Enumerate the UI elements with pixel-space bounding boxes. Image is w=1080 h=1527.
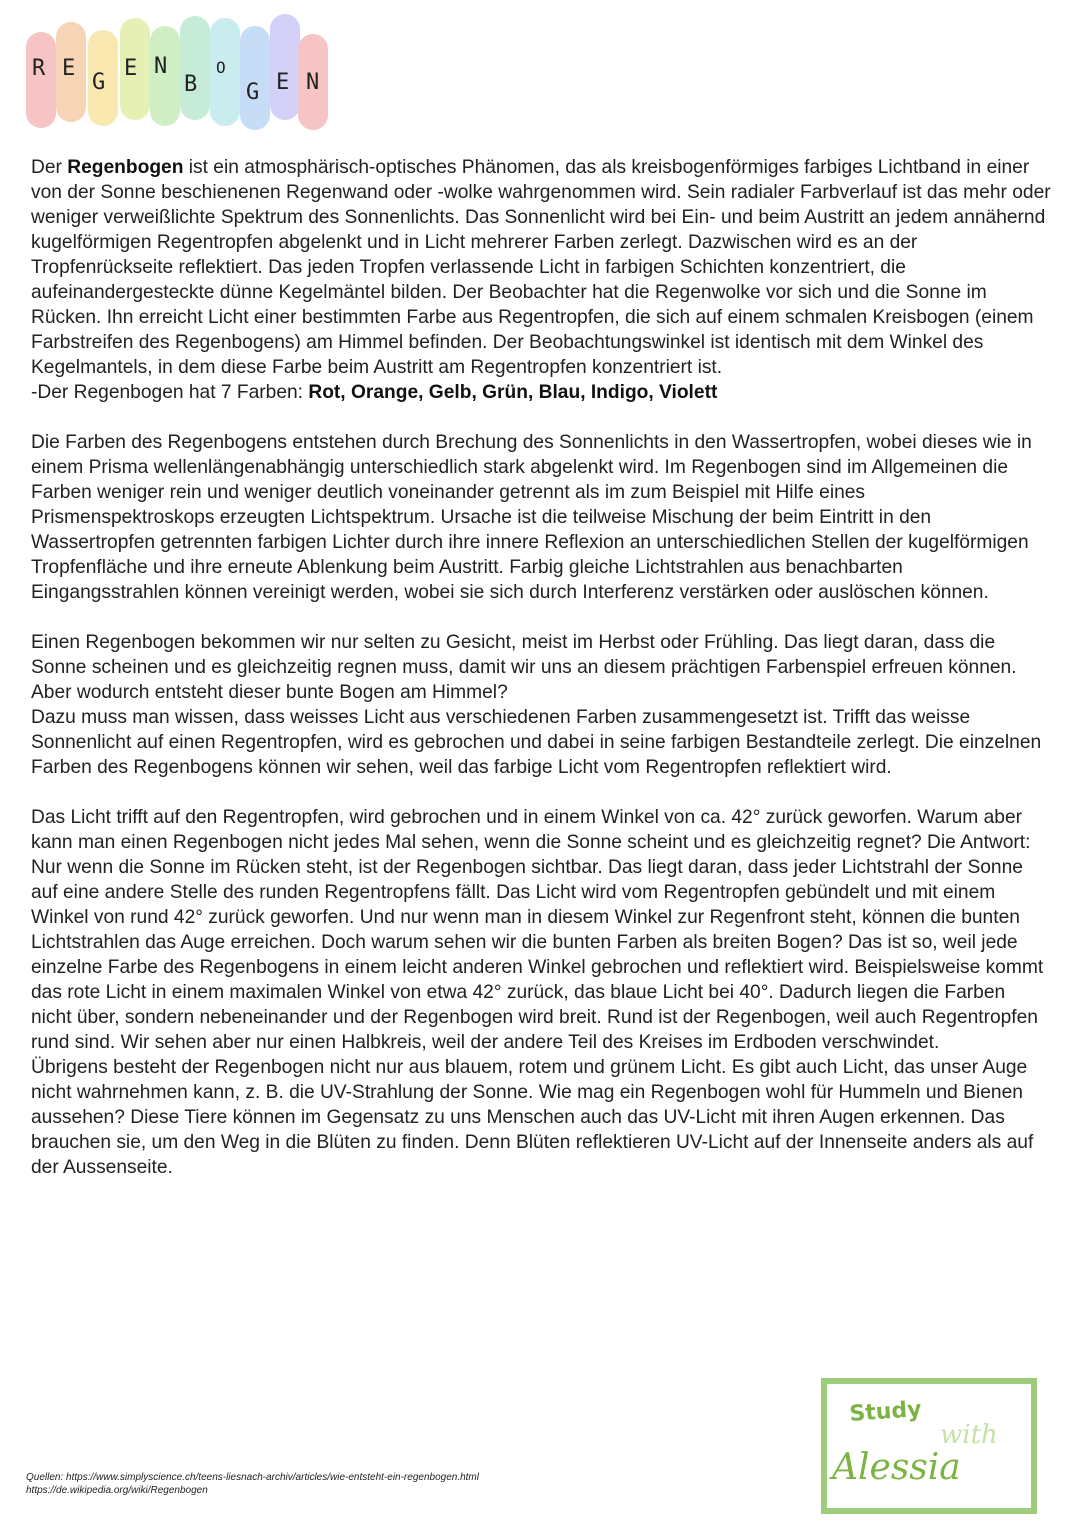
badge-frame [824,1381,1034,1511]
study-with-alessia-badge [820,1377,1038,1515]
title-pill [180,16,210,120]
paragraph-refraction: Die Farben des Regenbogens entstehen durch Brechung des Sonnenlichts in den Wassertropfen, wobei dieses wie in einem Prisma wellenlängenabhängig unterschiedlich stark abgelenkt wird. Im Regenbogen sind im Allgemeinen die Farben weniger rein und weniger deutlich voneinander getrennt als im zum Beispiel mit Hilfe eines Prismenspektroskops erzeugten Lichtspektrum. Ursache ist die teilweise Mischung der beim Eintritt in den Wassertropfen getrennten farbigen Lichter durch ihre innere Reflexion an unterschiedlichen Stellen der kugelförmigen Tropfenfläche und ihre erneute Ablenkung beim Austritt. Farbig gleiche Lichtstrahlen aus benachbarten Eingangsstrahlen können vereinigt werden, wobei sie sich durch Interferenz verstärken oder auslöschen können. [31,432,1032,603]
title-letter: G [92,70,106,95]
title-letter: N [154,54,168,79]
paragraph-text: ist ein atmosphärisch-optisches Phänomen, das als kreisbogenförmiges farbiges Lichtband in einer von der Sonne beschienenen Regenwand oder -wolke wahrgenommen wird. Sein radialer Farbverlauf ist das mehr oder weniger verweißlichte Spektrum des Sonnenlichts. Das Sonnenlicht wird bei Ein- und beim Austritt an jedem annähernd kugelförmigen Regentropfen abgelenkt und in Licht mehrerer Farben zerlegt. Dazwischen wird es an der Tropfenrückseite reflektiert. Das jeden Tropfen verlassende Licht in farbigen Schichten konzentriert, die aufeinandergesteckte dünne Kegelmäntel bilden. Der Beobachter hat die Regenwolke vor sich und die Sonne im Rücken. Ihn erreicht Licht einer bestimmten Farbe aus Regentropfen, die sich auf einem schmalen Kreisbogen (einem Farbstreifen des Regenbogens) am Himmel befinden. Der Beobachtungswinkel ist identisch mit dem Winkel des Kegelmantels, in dem diese Farbe beim Austritt am Regentropfen konzentriert ist. [31,157,1051,378]
title-letter: E [276,70,290,95]
paragraph-angle: Das Licht trifft auf den Regentropfen, wird gebrochen und in einem Winkel von ca. 42° zurück geworfen. Warum aber kann man einen Regenbogen nicht jedes Mal sehen, wenn die Sonne scheint und es gleichzeitig regnet? Die Antwort: Nur wenn die Sonne im Rücken steht, ist der Regenbogen sichtbar. Das liegt daran, dass jeder Lichtstrahl der Sonne auf eine andere Stelle des runden Regentropfens fällt. Das Licht wird vom Regentropfen gebündelt und mit einem Winkel von rund 42° zurück geworfen. Und nur wenn man in diesem Winkel zur Regenfront steht, können die bunten Lichtstrahlen das Auge erreichen. Doch warum sehen wir die bunten Farben als breiten Bogen? Das ist so, weil jede einzelne Farbe des Regenbogens in einem leicht anderen Winkel gebrochen und reflektiert wird. Beispielsweise kommt das rote Licht in einem maximalen Winkel von etwa 42° zurück, das blaue Licht bei 40°. Dadurch liegen die Farben nicht über, sondern nebeneinander und der Regenbogen wird breit. Rund ist der Regenbogen, weil auch Regentropfen rund sind. Wir sehen aber nur einen Halbkreis, weil der andere Teil des Kreises im Erdboden verschwindet. [31,807,1044,1053]
title-letter: N [306,70,320,95]
paragraph-text: Der [31,157,68,178]
badge-alessia: Alessia [832,1447,961,1488]
sources [26,1471,479,1497]
article-body [31,155,1051,1180]
title-letter: E [124,56,138,81]
colors-line [31,380,1051,405]
title-pill [240,26,270,130]
paragraph-white-light: Dazu muss man wissen, dass weisses Licht aus verschiedenen Farben zusammengesetzt ist. Trifft das weisse Sonnenlicht auf einen Regentropfen, wird es gebrochen und dabei in seine farbigen Bestandteile zerlegt. Die einzelnen Farben des Regenbogens können wir sehen, weil das farbige Licht vom Regentropfen reflektiert wird. [31,707,1042,778]
title-pill [270,14,300,120]
paragraph-definition [31,155,1051,380]
colors-list: Rot, Orange, Gelb, Grün, Blau, Indigo, Violett [308,382,718,403]
paragraph-seasons: Einen Regenbogen bekommen wir nur selten zu Gesicht, meist im Herbst oder Frühling. Das liegt daran, dass die Sonne scheinen und es gleichzeitig regnen muss, damit wir uns an diesem prächtigen Farbenspiel erfreuen können. Aber wodurch entsteht dieser bunte Bogen am Himmel? [31,632,1017,703]
title-letter: E [62,56,76,81]
title-letter: R [32,56,46,81]
title-letter: G [246,80,260,105]
badge-study: Study [848,1397,923,1427]
term-regenbogen: Regenbogen [67,157,184,178]
source-link-wikipedia: https://de.wikipedia.org/wiki/Regenbogen [26,1485,208,1496]
badge-with: with [940,1420,998,1450]
title-letter: B [184,72,198,97]
source-link-simplyscience: Quellen: https://www.simplyscience.ch/teens-liesnach-archiv/articles/wie-entsteht-ein-regenbogen.html [26,1472,479,1483]
title-letter: O [216,58,226,77]
title-logo [26,12,336,134]
colors-label: -Der Regenbogen hat 7 Farben: [31,382,309,403]
paragraph-uv-light: Übrigens besteht der Regenbogen nicht nur aus blauem, rotem und grünem Licht. Es gibt auch Licht, das unser Auge nicht wahrnehmen kann, z. B. die UV-Strahlung der Sonne. Wie mag ein Regenbogen wohl für Hummeln und Bienen aussehen? Diese Tiere können im Gegensatz zu uns Menschen auch das UV-Licht mit ihren Augen erkennen. Das brauchen sie, um den Weg in die Blüten zu finden. Denn Blüten reflektieren UV-Licht auf der Innenseite anders als auf der Aussenseite. [31,1057,1034,1178]
